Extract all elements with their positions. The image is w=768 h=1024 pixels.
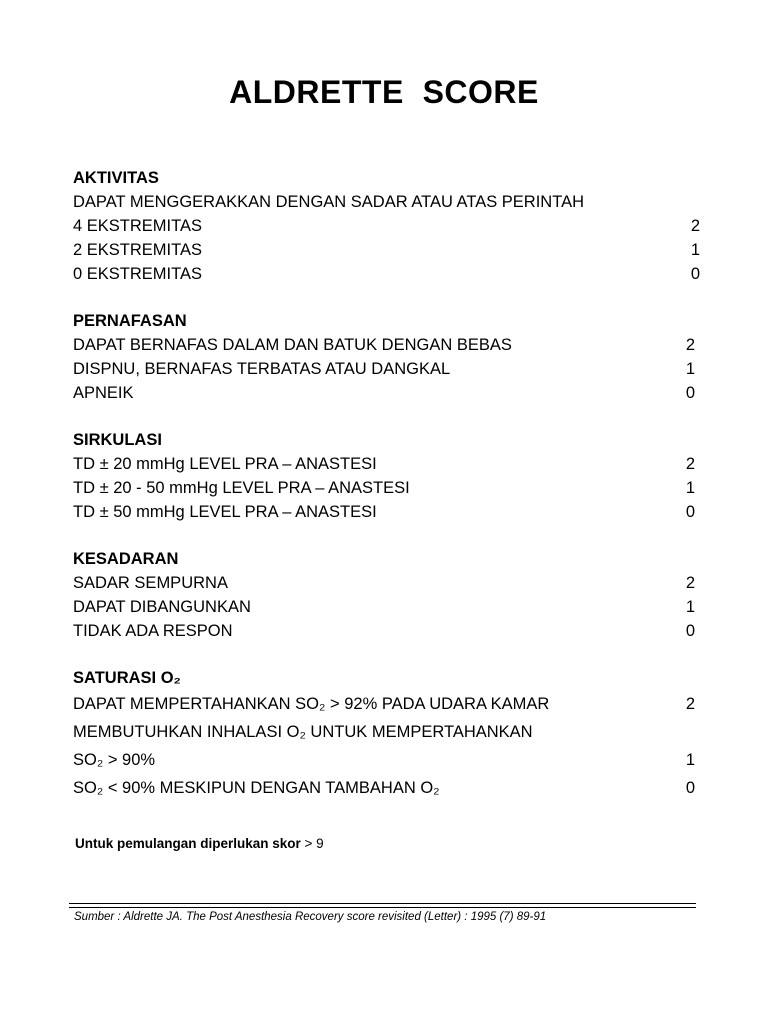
footer-divider [69,903,696,904]
score-value: 2 [685,695,695,713]
section-heading: PERNAFASAN [73,312,187,330]
criterion-text: DAPAT MEMPERTAHANKAN SO₂ > 92% PADA UDARA KAMAR [73,695,550,713]
score-row [73,718,695,746]
page-title: ALDRETTE SCORE [229,74,539,110]
score-row [73,690,695,718]
criterion-text: SO₂ < 90% MESKIPUN DENGAN TAMBAHAN O₂ [73,779,440,797]
score-value: 1 [685,360,695,378]
discharge-note [75,836,324,851]
criterion-text: DAPAT DIBANGUNKAN [73,598,251,616]
criterion-text: APNEIK [73,384,134,402]
score-value: 2 [685,455,695,473]
score-value: 1 [685,479,695,497]
score-row [73,214,700,238]
score-row [73,262,700,286]
score-row [73,500,695,524]
score-row [73,452,695,476]
score-value: 0 [685,779,695,797]
discharge-note-label: Untuk pemulangan diperlukan skor [75,836,301,851]
score-row [73,476,695,500]
score-row [73,357,695,381]
section-heading: SIRKULASI [73,431,162,449]
score-value: 0 [685,503,695,521]
score-value: 0 [685,622,695,640]
section-saturasi [73,666,695,802]
score-value: 0 [690,265,700,283]
score-row [73,619,695,643]
score-row [73,571,695,595]
section-heading: AKTIVITAS [73,169,159,187]
criterion-text: SO₂ > 90% [73,751,156,769]
criterion-text: TD ± 50 mmHg LEVEL PRA – ANASTESI [73,503,377,521]
criterion-text: DISPNU, BERNAFAS TERBATAS ATAU DANGKAL [73,360,451,378]
source-citation: Sumber : Aldrette JA. The Post Anesthesia Recovery score revisited (Letter) : 1995 (7) 89-91 [74,911,547,923]
criterion-text: 0 EKSTREMITAS [73,265,202,283]
section-heading: KESADARAN [73,550,179,568]
criterion-text: 4 EKSTREMITAS [73,217,202,235]
criterion-text: DAPAT BERNAFAS DALAM DAN BATUK DENGAN BEBAS [73,336,512,354]
criterion-text: MEMBUTUHKAN INHALASI O₂ UNTUK MEMPERTAHANKAN [73,723,533,741]
score-value: 1 [685,598,695,616]
section-heading: SATURASI O₂ [73,669,181,687]
score-value: 1 [690,241,700,259]
score-value: 0 [685,384,695,402]
criterion-text: TD ± 20 mmHg LEVEL PRA – ANASTESI [73,455,377,473]
criterion-text: SADAR SEMPURNA [73,574,228,592]
score-sections [73,166,700,825]
criterion-text: DAPAT MENGGERAKKAN DENGAN SADAR ATAU ATAS PERINTAH [73,193,584,211]
score-row [73,746,695,774]
score-row [73,238,700,262]
section-kesadaran [73,547,695,643]
score-value: 1 [685,751,695,769]
criterion-text: TD ± 20 - 50 mmHg LEVEL PRA – ANASTESI [73,479,410,497]
score-row [73,190,695,214]
section-aktivitas [73,166,700,286]
footer-divider [69,907,696,908]
score-row [73,774,695,802]
score-row [73,595,695,619]
section-pernafasan [73,309,695,405]
score-value: 2 [685,574,695,592]
criterion-text: 2 EKSTREMITAS [73,241,202,259]
score-row [73,381,695,405]
score-value: 2 [690,217,700,235]
criterion-text: TIDAK ADA RESPON [73,622,233,640]
discharge-note-threshold: > 9 [300,836,324,851]
score-value: 2 [685,336,695,354]
section-sirkulasi [73,428,695,524]
score-row [73,333,695,357]
